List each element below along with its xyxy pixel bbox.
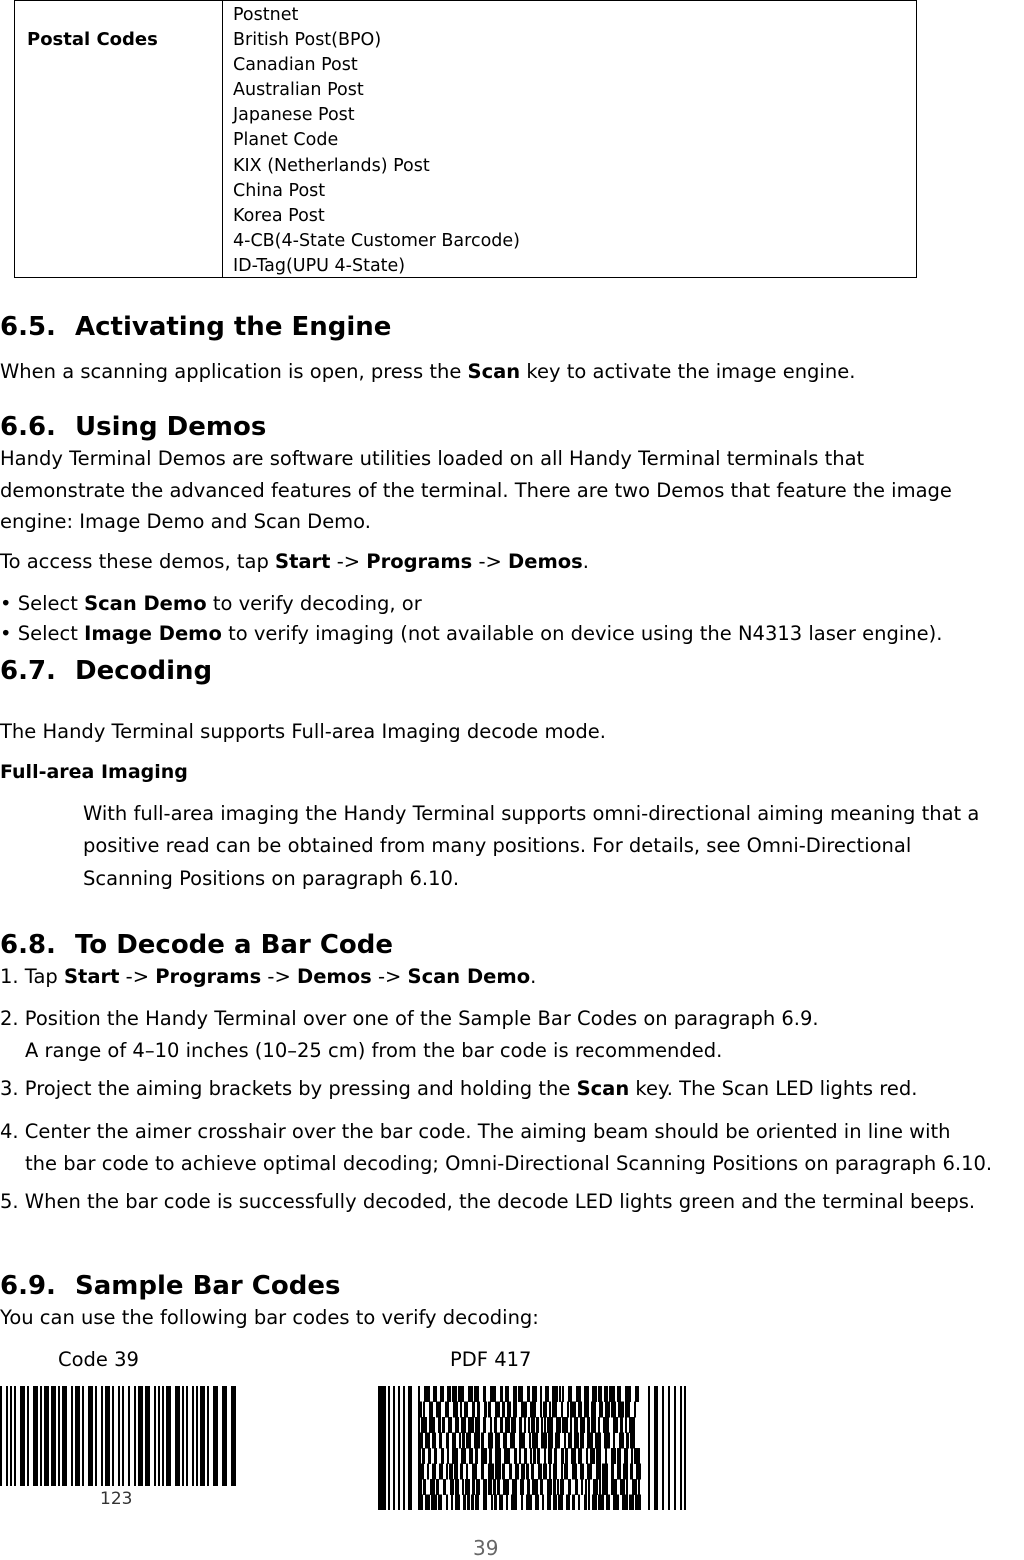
postal-code-item: 4-CB(4-State Customer Barcode) [233,230,520,251]
postal-code-item: China Post [233,180,326,201]
demos-line-2: demonstrate the advanced features of the terminal. There are two Demos that feature the image [0,479,952,502]
text: To access these demos, tap [0,550,276,573]
demos-line-3: engine: Image Demo and Scan Demo. [0,510,371,533]
section-number: 6.5. [0,312,56,342]
step-3 [0,1077,917,1101]
section-title: Sample Bar Codes [75,1271,341,1301]
heading-6-5 [0,311,391,343]
section-number: 6.8. [0,930,56,960]
demos-access-line [0,550,589,574]
text: • Select [0,622,85,645]
postal-code-item: British Post(BPO) [233,30,382,51]
text: . [582,550,589,573]
step-4-line-1: 4. Center the aimer crosshair over the bar code. The aiming beam should be oriented in line with [0,1120,951,1143]
step-4-line-2: the bar code to achieve optimal decoding; Omni-Directional Scanning Positions on paragraph 6.10. [25,1152,993,1175]
postal-code-item: ID-Tag(UPU 4-State) [233,255,406,276]
table-divider [222,1,223,277]
arrow-text: -> [330,550,367,573]
postal-code-item: Australian Post [233,80,364,101]
text: • Select [0,592,85,615]
page-number: 39 [473,1536,499,1560]
scan-key-text: Scan [576,1077,630,1100]
section-number: 6.6. [0,412,56,442]
text: to verify imaging (not available on device using the N4313 laser engine). [221,622,943,645]
full-area-line-2: positive read can be obtained from many positions. For details, see Omni-Directional [83,834,912,857]
demos-line-1: Handy Terminal Demos are software utilities loaded on all Handy Terminal terminals that [0,447,865,470]
arrow-text: -> [261,965,298,988]
start-text: Start [64,965,120,988]
heading-6-8 [0,929,393,961]
heading-6-9 [0,1270,340,1302]
full-area-line-1: With full-area imaging the Handy Terminal supports omni-directional aiming meaning that a [83,802,980,825]
pdf417-label: PDF 417 [450,1348,532,1371]
heading-6-6 [0,411,266,443]
image-demo-text: Image Demo [84,622,222,645]
arrow-text: -> [472,550,509,573]
step-2-line-1: 2. Position the Handy Terminal over one of the Sample Bar Codes on paragraph 6.9. [0,1007,819,1030]
arrow-text: -> [371,965,408,988]
bullet-scan-demo [0,592,422,616]
scan-demo-text: Scan Demo [407,965,531,988]
text: to verify decoding, or [206,592,422,615]
code39-barcode [0,1386,244,1486]
postal-code-item: Japanese Post [233,105,355,126]
pdf417-barcode [378,1386,686,1510]
text: When a scanning application is open, press the [0,360,468,383]
programs-text: Programs [366,550,473,573]
programs-text: Programs [155,965,262,988]
postal-code-item: Planet Code [233,130,339,151]
step-1 [0,965,536,989]
postal-code-item: Korea Post [233,205,325,226]
scan-key-text: Scan [467,360,521,383]
section-title: Using Demos [75,412,267,442]
text: 1. Tap [0,965,65,988]
postal-code-item: Canadian Post [233,55,358,76]
text: key to activate the image engine. [520,360,856,383]
sample-intro: You can use the following bar codes to verify decoding: [0,1306,539,1329]
text: . [530,965,537,988]
arrow-text: -> [119,965,156,988]
scan-demo-text: Scan Demo [84,592,207,615]
code39-human-readable: 123 [100,1489,133,1509]
section-title: Activating the Engine [75,312,392,342]
postal-code-item: KIX (Netherlands) Post [233,155,430,176]
text: key. The Scan LED lights red. [629,1077,918,1100]
full-area-line-3: Scanning Positions on paragraph 6.10. [83,867,460,890]
start-text: Start [275,550,331,573]
demos-text: Demos [297,965,372,988]
code39-label: Code 39 [58,1348,139,1371]
demos-text: Demos [508,550,583,573]
decoding-intro: The Handy Terminal supports Full-area Imaging decode mode. [0,720,606,743]
bullet-image-demo [0,622,942,646]
step-5: 5. When the bar code is successfully decoded, the decode LED lights green and the terminal beeps. [0,1190,976,1213]
postal-codes-label: Postal Codes [27,29,158,50]
step-2-line-2: A range of 4–10 inches (10–25 cm) from the bar code is recommended. [25,1039,723,1062]
postal-codes-table [14,0,917,278]
postal-codes-list [233,3,520,279]
section-number: 6.7. [0,656,56,686]
heading-6-7 [0,655,212,687]
section-title: Decoding [75,656,213,686]
activating-paragraph [0,360,855,384]
section-title: To Decode a Bar Code [75,930,394,960]
section-number: 6.9. [0,1271,56,1301]
text: 3. Project the aiming brackets by pressing and holding the [0,1077,577,1100]
full-area-imaging-subhead: Full-area Imaging [0,761,188,783]
postal-code-item: Postnet [233,5,299,25]
